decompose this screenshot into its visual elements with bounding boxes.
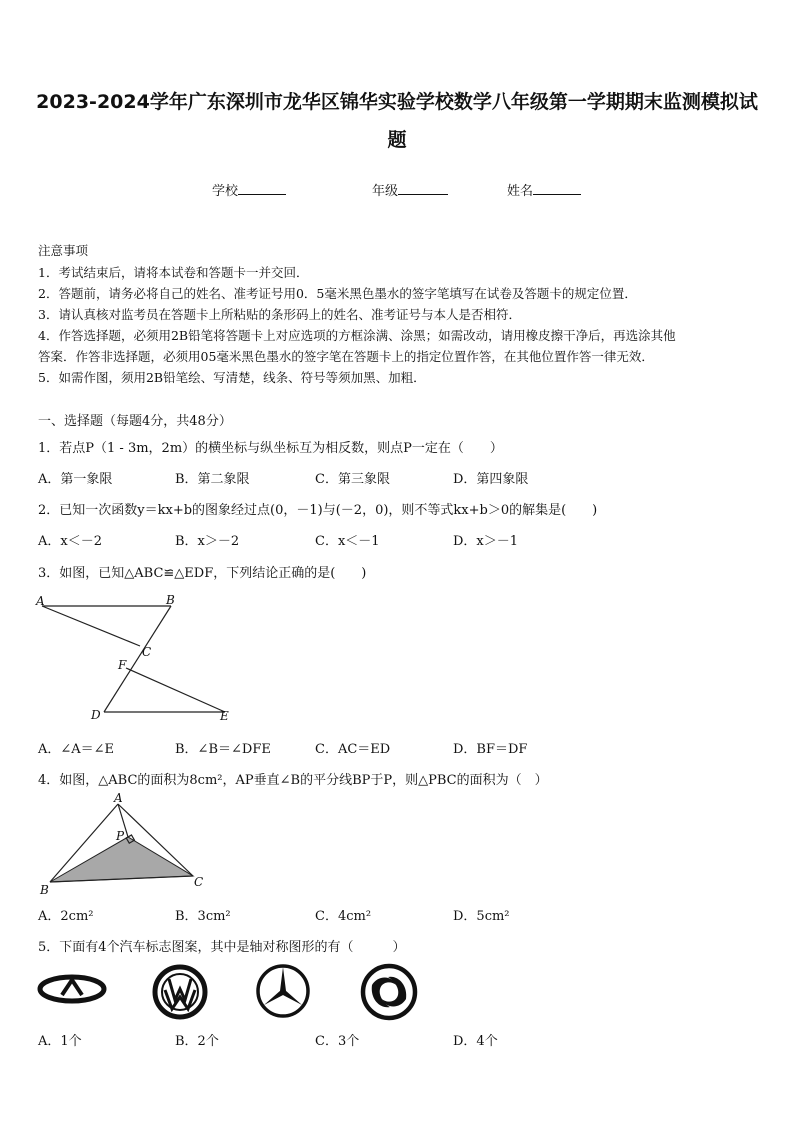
- grade-label: 年级: [372, 184, 399, 199]
- note-item: 5．如需作图，须用2B铅笔绘、写清楚，线条、符号等须加黑、加粗．: [38, 370, 426, 385]
- segment-ac: [42, 606, 140, 646]
- name-field[interactable]: [507, 180, 581, 199]
- volkswagen-logo-icon: [152, 964, 208, 1020]
- shaded-triangle-pbc: [50, 837, 193, 882]
- question-5-stem: 5．下面有4个汽车标志图案，其中是轴对称图形的有（ ）: [38, 940, 406, 955]
- note-item: 3．请认真核对监考员在答题卡上所粘贴的条形码上的姓名、准考证号与本人是否相符．: [38, 307, 521, 322]
- school-blank[interactable]: [238, 182, 286, 195]
- q2-option-d[interactable]: D．x＞－1: [453, 534, 519, 549]
- q4-triangle-figure: [36, 790, 216, 900]
- q5-option-a[interactable]: A．1个: [38, 1034, 82, 1049]
- segment-bd: [104, 606, 171, 712]
- q5-option-b[interactable]: B．2个: [175, 1034, 219, 1049]
- q3-option-b[interactable]: B．∠B＝∠DFE: [175, 742, 271, 757]
- name-label: 姓名: [507, 184, 534, 199]
- grade-field[interactable]: [372, 180, 448, 199]
- q3-option-d[interactable]: D．BF＝DF: [453, 742, 528, 757]
- note-item: 1．考试结束后，请将本试卷和答题卡一并交回．: [38, 265, 309, 280]
- q4-option-a[interactable]: A．2cm²: [38, 909, 94, 924]
- school-label: 学校: [212, 184, 239, 199]
- mercedes-logo-icon: [255, 963, 311, 1019]
- q1-option-a[interactable]: A．第一象限: [38, 472, 113, 487]
- q4-option-c[interactable]: C．4cm²: [315, 909, 372, 924]
- q3-option-c[interactable]: C．AC＝ED: [315, 742, 391, 757]
- grade-blank[interactable]: [398, 182, 448, 195]
- name-blank[interactable]: [533, 182, 581, 195]
- q4-option-d[interactable]: D．5cm²: [453, 909, 510, 924]
- label-p: P: [116, 829, 125, 843]
- q5-option-c[interactable]: C．3个: [315, 1034, 360, 1049]
- q3-option-a[interactable]: A．∠A＝∠E: [38, 742, 115, 757]
- section-heading: 一、选择题（每题4分，共48分）: [38, 414, 232, 429]
- segment-fe: [126, 668, 225, 712]
- q4-option-b[interactable]: B．3cm²: [175, 909, 231, 924]
- notes-list: [38, 262, 768, 388]
- note-item: 2．答题前，请务必将自己的姓名、准考证号用0．5毫米黑色墨水的签字笔填写在试卷及答题卡的规定位置．: [38, 286, 637, 301]
- infiniti-logo-icon: [36, 964, 108, 1014]
- q3-congruent-triangles-figure: [34, 592, 234, 724]
- dongfeng-logo-icon: [360, 963, 418, 1021]
- q2-option-c[interactable]: C．x＜－1: [315, 534, 380, 549]
- label-d: D: [91, 708, 101, 722]
- question-1-stem: 1．若点P（1 - 3m，2m）的横坐标与纵坐标互为相反数，则点P一定在（ ）: [38, 441, 503, 456]
- q2-option-a[interactable]: A．x＜－2: [38, 534, 102, 549]
- note-item: 4．作答选择题，必须用2B铅笔将答题卡上对应选项的方框涂满、涂黑；如需改动，请用橡皮擦干净后，再选涂其他: [38, 328, 676, 343]
- label-f: F: [118, 658, 127, 672]
- exam-title-line1: 2023-2024学年广东深圳市龙华区锦华实验学校数学八年级第一学期期末监测模拟试: [36, 91, 758, 113]
- label-c: C: [142, 645, 152, 659]
- q5-option-d[interactable]: D．4个: [453, 1034, 498, 1049]
- exam-title-line2: 题: [387, 129, 407, 151]
- q1-option-b[interactable]: B．第二象限: [175, 472, 250, 487]
- label-c: C: [194, 875, 204, 889]
- question-3-stem: 3．如图，已知△ABC≌△EDF，下列结论正确的是( ): [38, 566, 367, 581]
- q2-option-b[interactable]: B．x＞－2: [175, 534, 240, 549]
- question-2-stem: 2．已知一次函数y＝kx+b的图象经过点(0，－1)与(－2，0)，则不等式kx+b＞0的解集是( ): [38, 503, 598, 518]
- note-item: 答案．作答非选择题，必须用05毫米黑色墨水的签字笔在答题卡上的指定位置作答，在其他位置作答一律无效．: [38, 349, 654, 364]
- label-a: A: [114, 791, 123, 805]
- q1-option-c[interactable]: C．第三象限: [315, 472, 390, 487]
- label-b: B: [40, 883, 49, 897]
- notes-heading: 注意事项: [38, 243, 89, 258]
- label-b: B: [166, 593, 175, 607]
- label-a: A: [36, 594, 45, 608]
- label-e: E: [220, 709, 229, 723]
- school-field[interactable]: [212, 180, 286, 199]
- question-4-stem: 4．如图，△ABC的面积为8cm²，AP垂直∠B的平分线BP于P，则△PBC的面积为（ ）: [38, 773, 548, 788]
- q1-option-d[interactable]: D．第四象限: [453, 472, 529, 487]
